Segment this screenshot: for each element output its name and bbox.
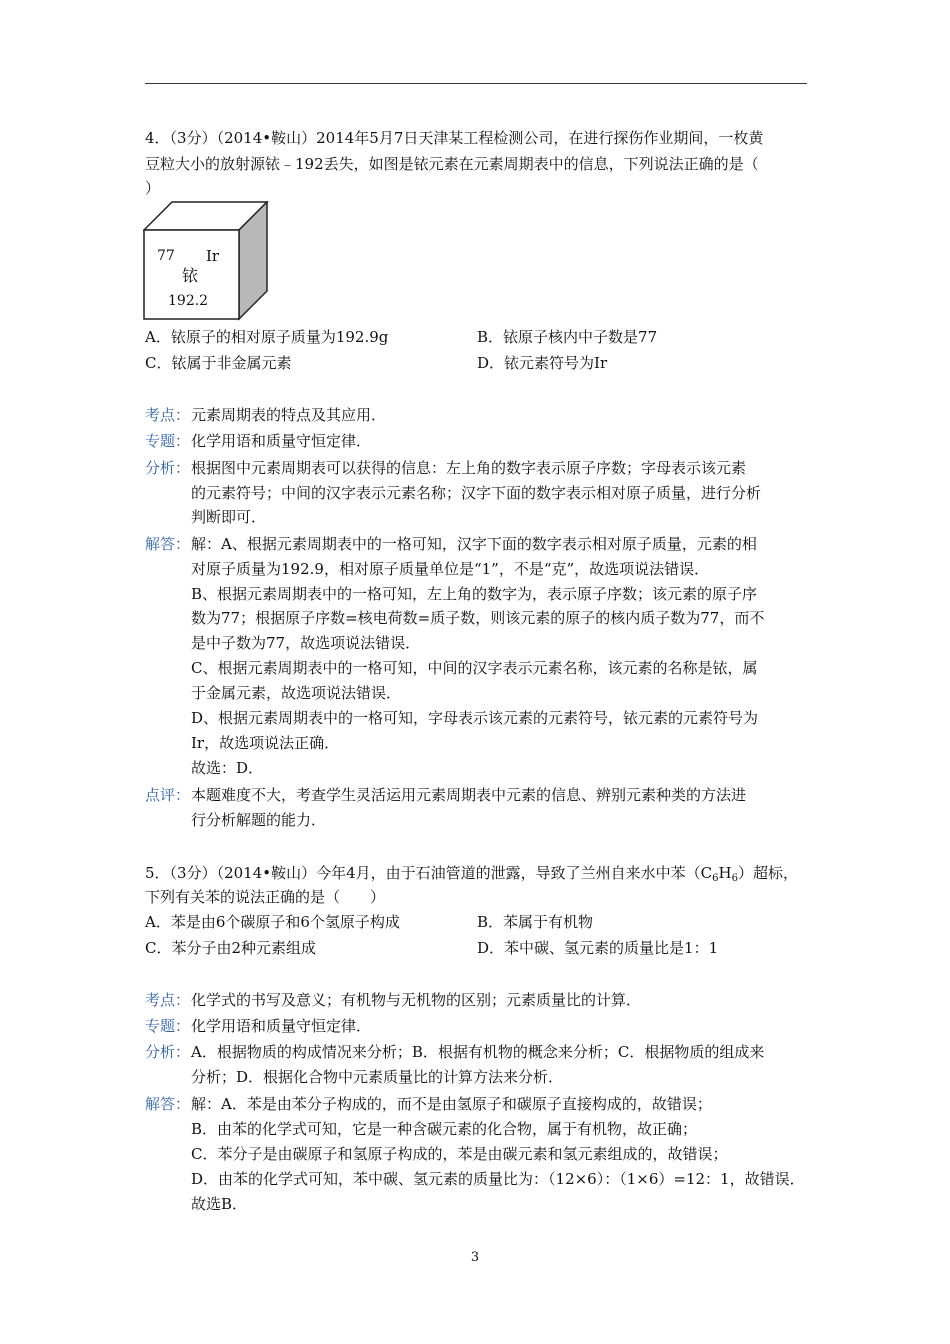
q4-jieda-line3: B、根据元素周期表中的一格可知，左上角的数字为，表示原子序数；该元素的原子序 — [191, 585, 758, 603]
q5-formula-h: H — [718, 864, 732, 882]
q4-kaodian: 元素周期表的特点及其应用． — [191, 406, 387, 424]
q4-stem-line3: ） — [145, 179, 161, 197]
q5-jieda-line2: B．由苯的化学式可知，它是一种含碳元素的化合物，属于有机物，故正确； — [191, 1120, 698, 1138]
q5-option-c: C．苯分子由2种元素组成 — [145, 939, 317, 957]
header-rule — [145, 83, 807, 84]
q5-fenxi-line2: 分析；D．根据化合物中元素质量比的计算方法来分析． — [191, 1068, 564, 1086]
tile-atomic-number: 77 — [157, 248, 175, 264]
q4-jieda-line10: 故选：D． — [191, 759, 264, 777]
tile-symbol: Ir — [206, 247, 220, 265]
q4-zhuanti: 化学用语和质量守恒定律． — [191, 432, 372, 450]
q4-jieda-label: 解答： — [145, 535, 191, 553]
q4-jieda-line7: 于金属元素，故选项说法错误． — [191, 684, 402, 702]
q5-kaodian-label: 考点： — [145, 991, 191, 1009]
q4-fenxi-line2: 的元素符号；中间的汉字表示元素名称；汉字下面的数字表示相对原子质量，进行分析 — [191, 484, 762, 502]
q4-zhuanti-label: 专题： — [145, 432, 191, 450]
q4-stem-line2: 豆粒大小的放射源铱﹣192丢失，如图是铱元素在元素周期表中的信息，下列说法正确的是（ — [145, 155, 759, 173]
q4-kaodian-label: 考点： — [145, 406, 191, 424]
q5-formula-sub2: 6 — [731, 873, 738, 884]
page-number: 3 — [470, 1250, 480, 1265]
q4-jieda-line6: C、根据元素周期表中的一格可知，中间的汉字表示元素名称，该元素的名称是铱，属 — [191, 659, 758, 677]
q4-option-b: B．铱原子核内中子数是77 — [477, 328, 658, 346]
q5-zhuanti-label: 专题： — [145, 1017, 191, 1035]
q5-jieda-line4: D．由苯的化学式可知，苯中碳、氢元素的质量比为：（12×6）：（1×6）=12：1，故错误． — [191, 1170, 805, 1188]
q4-dianping-line2: 行分析解题的能力． — [191, 811, 327, 829]
q5-option-b: B．苯属于有机物 — [477, 913, 594, 931]
q4-jieda-line1: 解：A、根据元素周期表中的一格可知，汉字下面的数字表示相对原子质量，元素的相 — [191, 535, 757, 553]
q5-zhuanti: 化学用语和质量守恒定律． — [191, 1017, 372, 1035]
tile-element-name: 铱 — [182, 266, 199, 285]
q4-fenxi-line3: 判断即可． — [191, 508, 267, 526]
q5-fenxi-label: 分析： — [145, 1043, 191, 1061]
q4-dianping-line1: 本题难度不大，考查学生灵活运用元素周期表中元素的信息、辨别元素种类的方法进 — [191, 786, 747, 804]
q5-jieda-line3: C．苯分子是由碳原子和氢原子构成的，苯是由碳元素和氢元素组成的，故错误； — [191, 1145, 728, 1163]
q5-stem-text: 5．（3分）（2014•鞍山）今年4月，由于石油管道的泄露，导致了兰州自来水中苯（C — [145, 864, 713, 882]
q4-stem-line1: 4．（3分）（2014•鞍山）2014年5月7日天津某工程检测公司，在进行探伤作业期间，一枚黄 — [145, 129, 764, 147]
q4-option-d: D．铱元素符号为Ir — [477, 354, 608, 372]
q5-jieda-line1: 解：A．苯是由苯分子构成的，而不是由氢原子和碳原子直接构成的，故错误； — [191, 1095, 712, 1113]
q5-stem-line2: 下列有关苯的说法正确的是（ ） — [145, 888, 386, 906]
q4-jieda-line8: D、根据元素周期表中的一格可知，字母表示该元素的元素符号，铱元素的元素符号为 — [191, 709, 759, 727]
q4-fenxi-line1: 根据图中元素周期表可以获得的信息：左上角的数字表示原子序数；字母表示该元素 — [191, 459, 747, 477]
q4-jieda-line2: 对原子质量为192.9，相对原子质量单位是“1”，不是“克”，故选项说法错误． — [191, 560, 710, 578]
q5-option-d: D．苯中碳、氢元素的质量比是1：1 — [477, 939, 719, 957]
q5-formula-sub1: 6 — [712, 873, 719, 884]
q5-jieda-label: 解答： — [145, 1095, 191, 1113]
q5-fenxi-line1: A．根据物质的构成情况来分析；B．根据有机物的概念来分析；C．根据物质的组成来 — [191, 1043, 765, 1061]
q4-jieda-line4: 数为77；根据原子序数=核电荷数=质子数，则该元素的原子的核内质子数为77，而不 — [191, 609, 765, 627]
q5-option-a: A．苯是由6个碳原子和6个氢原子构成 — [145, 913, 400, 931]
q5-stem-line1 — [145, 863, 798, 889]
q4-option-c: C．铱属于非金属元素 — [145, 354, 292, 372]
q4-fenxi-label: 分析： — [145, 459, 191, 477]
q4-jieda-line5: 是中子数为77，故选项说法错误． — [191, 634, 421, 652]
q5-stem-tail: ）超标， — [737, 864, 798, 882]
q5-jieda-line5: 故选B． — [191, 1195, 248, 1213]
q5-kaodian: 化学式的书写及意义；有机物与无机物的区别；元素质量比的计算． — [191, 991, 642, 1009]
q4-dianping-label: 点评： — [145, 786, 191, 804]
tile-atomic-mass: 192.2 — [168, 293, 209, 309]
q4-option-a: A．铱原子的相对原子质量为192.9g — [145, 328, 389, 346]
q4-jieda-line9: Ir，故选项说法正确． — [191, 734, 340, 752]
